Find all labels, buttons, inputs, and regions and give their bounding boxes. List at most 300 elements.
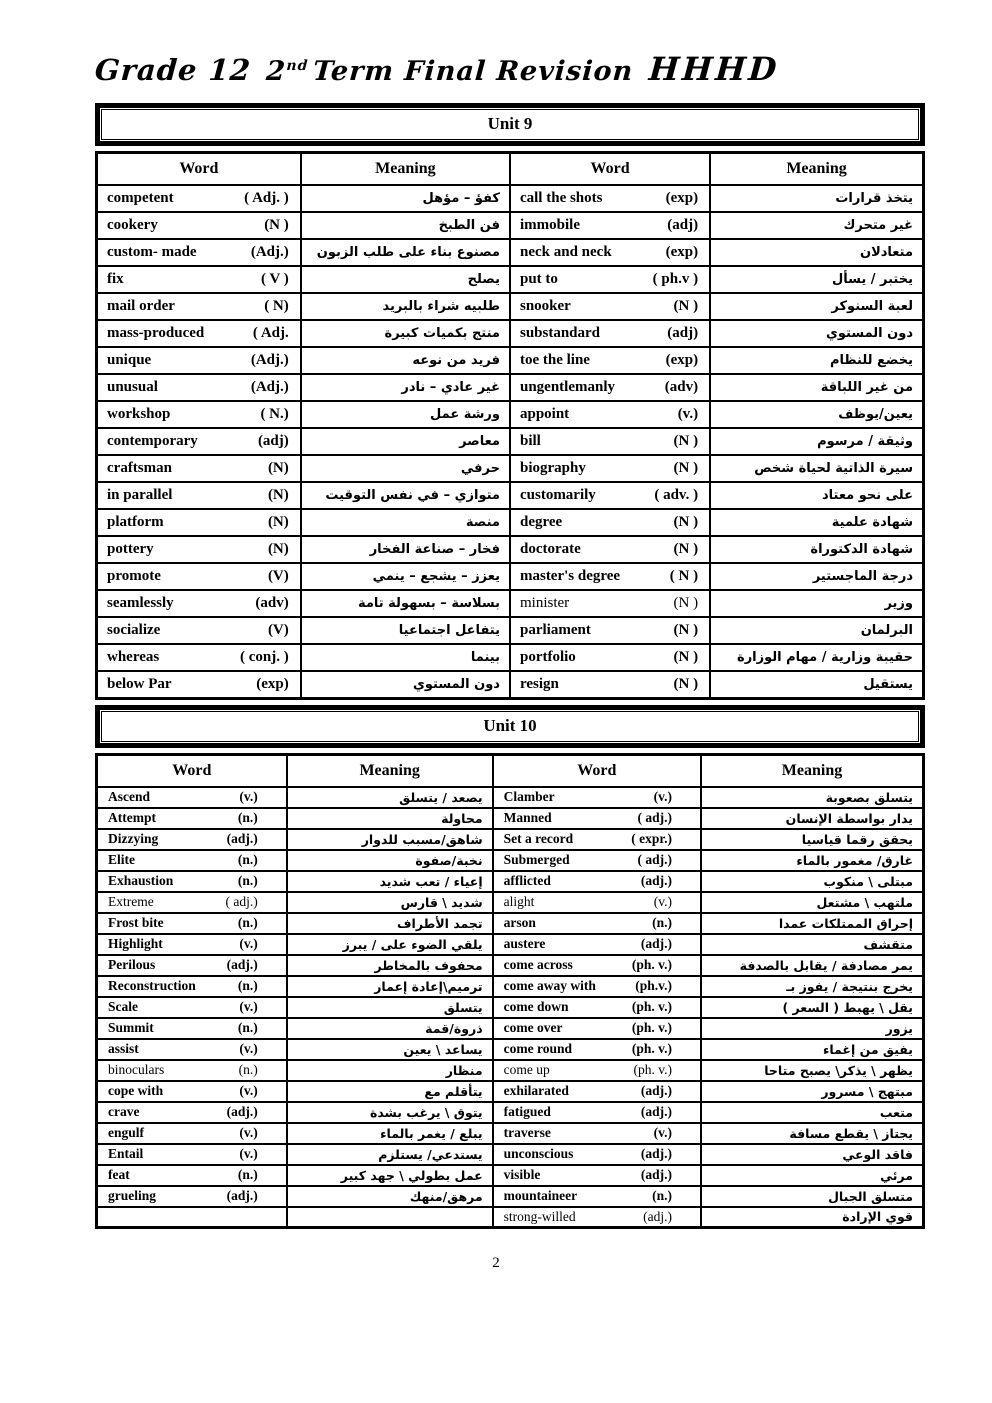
vocab-table (95, 151, 925, 700)
word-cell (97, 671, 301, 698)
english-word: custom- made (107, 244, 197, 260)
english-word: bill (519, 433, 541, 449)
arabic-meaning-cell: يتسلق (287, 997, 493, 1018)
part-of-speech-label: (N) (267, 460, 289, 476)
part-of-speech-label: (n.) (237, 810, 258, 825)
english-word: pottery (107, 541, 154, 557)
part-of-speech-label: (exp) (665, 244, 699, 260)
arabic-meaning-cell: يخرج بنتيجة / يفوز بـ (701, 976, 923, 997)
english-word: Frost bite (108, 915, 164, 930)
english-word: mass-produced (107, 325, 205, 341)
english-word: socialize (107, 622, 161, 638)
part-of-speech-label: (adj.) (226, 1188, 258, 1203)
part-of-speech-label: ( adj.) (225, 894, 258, 909)
part-of-speech-label: ( adj.) (637, 852, 673, 867)
word-cell (510, 509, 710, 536)
arabic-meaning-cell: سيرة الذاتية لحياة شخص (710, 455, 923, 482)
vocab-row (97, 482, 924, 509)
part-of-speech-label: ( N.) (260, 406, 289, 422)
arabic-meaning-cell: مرهق/منهك (287, 1186, 493, 1207)
part-of-speech-label: (N ) (673, 460, 699, 476)
part-of-speech-label: (N ) (673, 514, 699, 530)
part-of-speech-label: (v.) (239, 1083, 258, 1098)
word-cell (510, 293, 710, 320)
arabic-meaning-cell: مصنوع بناء على طلب الزبون (301, 239, 510, 266)
term-title: Term Final Revision (311, 56, 635, 87)
arabic-meaning-cell: تجمد الأطراف (287, 913, 493, 934)
term-number: 2 (265, 56, 288, 87)
vocab-row (97, 1165, 924, 1186)
arabic-meaning-cell: فريد من نوعه (301, 347, 510, 374)
arabic-meaning-cell: ذروة/قمة (287, 1018, 493, 1039)
word-cell (510, 212, 710, 239)
english-word: come up (503, 1062, 550, 1077)
part-of-speech-label: (N ) (673, 675, 699, 692)
english-word: Scale (108, 999, 138, 1014)
unit-title: Unit 10 (101, 711, 919, 742)
arabic-meaning-cell: يلقي الضوء على / يبرز (287, 934, 493, 955)
word-cell (493, 934, 701, 955)
word-cell (493, 808, 701, 829)
part-of-speech-label: (Adj.) (250, 244, 289, 260)
arabic-meaning-cell: يظهر \ يذكر\ يصبح متاحا (701, 1060, 923, 1081)
arabic-meaning-cell: دون المستوي (301, 671, 510, 698)
word-cell (97, 934, 287, 955)
english-word: Perilous (108, 957, 156, 972)
word-cell (97, 536, 301, 563)
word-cell (510, 347, 710, 374)
part-of-speech-label: (adj.) (226, 1104, 258, 1119)
part-of-speech-label: (v.) (239, 1041, 258, 1056)
english-word: unconscious (503, 1146, 574, 1161)
arabic-meaning-cell: شهادة علمية (710, 509, 923, 536)
word-cell (493, 997, 701, 1018)
unit-title-box (95, 705, 925, 748)
english-word: cookery (107, 217, 158, 233)
arabic-meaning-cell: منظار (287, 1060, 493, 1081)
english-word: strong-willed (503, 1208, 576, 1224)
unit-title: Unit 9 (101, 109, 919, 140)
word-cell (97, 1186, 287, 1207)
word-cell (97, 347, 301, 374)
english-word: cope with (108, 1083, 164, 1098)
arabic-meaning-cell: من غير اللباقة (710, 374, 923, 401)
column-header-meaning-2: Meaning (701, 754, 923, 787)
word-cell (97, 1144, 287, 1165)
column-header-word-2: Word (510, 153, 710, 186)
vocab-row (97, 1186, 924, 1207)
word-cell (97, 892, 287, 913)
english-word: mountaineer (503, 1188, 578, 1203)
english-word: Extreme (108, 894, 154, 909)
term-ordinal: nd (285, 58, 309, 74)
arabic-meaning-cell: يمر مصادفة / يقابل بالصدفة (701, 955, 923, 976)
arabic-meaning-cell: بينما (301, 644, 510, 671)
arabic-meaning-cell: يخضع للنظام (710, 347, 923, 374)
arabic-meaning-cell: يفيق من إغماء (701, 1039, 923, 1060)
arabic-meaning-cell: فاقد الوعي (701, 1144, 923, 1165)
word-cell (97, 1060, 287, 1081)
arabic-meaning-cell: يساعد \ يعين (287, 1039, 493, 1060)
column-header-word-1: Word (97, 153, 301, 186)
arabic-meaning-cell: يجتاز \ يقطع مسافة (701, 1123, 923, 1144)
english-word: portfolio (519, 649, 576, 665)
vocab-row (97, 644, 924, 671)
part-of-speech-label: (N ) (673, 622, 699, 638)
arabic-meaning-cell: ترميم\إعادة إعمار (287, 976, 493, 997)
english-word: austere (503, 936, 546, 951)
word-cell (493, 1018, 701, 1039)
arabic-meaning-cell: فن الطبخ (301, 212, 510, 239)
vocab-row (97, 1144, 924, 1165)
arabic-meaning-cell: متسلق الجبال (701, 1186, 923, 1207)
english-word: traverse (503, 1125, 551, 1140)
vocab-row (97, 829, 924, 850)
arabic-meaning-cell: يقل \ يهبط ( السعر ) (701, 997, 923, 1018)
english-word: promote (107, 568, 161, 584)
word-cell (510, 401, 710, 428)
column-header-meaning-1: Meaning (301, 153, 510, 186)
english-word: minister (519, 595, 570, 611)
arabic-meaning-cell: فخار – صناعة الفخار (301, 536, 510, 563)
unit-title-box (95, 103, 925, 146)
part-of-speech-label: (adj.) (640, 1083, 673, 1098)
english-word: Ascend (108, 789, 151, 804)
word-cell (97, 266, 301, 293)
word-cell (510, 563, 710, 590)
english-word: Clamber (503, 789, 555, 804)
english-word: come across (503, 957, 573, 972)
part-of-speech-label: (v.) (239, 999, 258, 1014)
word-cell (97, 617, 301, 644)
vocab-row (97, 913, 924, 934)
arabic-meaning-cell: ورشة عمل (301, 401, 510, 428)
english-word: binoculars (108, 1062, 165, 1077)
english-word: resign (519, 675, 559, 692)
part-of-speech-label: (ph. v.) (633, 1062, 673, 1077)
english-word: Manned (503, 810, 552, 825)
units-container (0, 103, 992, 1229)
column-header-word-2: Word (493, 754, 701, 787)
part-of-speech-label: (Adj.) (250, 379, 289, 395)
english-word: ungentlemanly (519, 379, 615, 395)
word-cell (493, 787, 701, 808)
vocab-row (97, 1039, 924, 1060)
part-of-speech-label: (adj.) (640, 936, 673, 951)
part-of-speech-label: (n.) (652, 915, 673, 930)
word-cell (510, 590, 710, 617)
part-of-speech-label: (ph. v.) (631, 1041, 673, 1056)
english-word: contemporary (107, 433, 198, 449)
word-cell (493, 955, 701, 976)
part-of-speech-label: (v.) (653, 1125, 673, 1140)
part-of-speech-label: (ph. v.) (631, 1020, 673, 1035)
arabic-meaning-cell: متقشف (701, 934, 923, 955)
word-cell (97, 1102, 287, 1123)
word-cell (510, 239, 710, 266)
word-cell (97, 1018, 287, 1039)
arabic-meaning-cell: يختبر / يسأل (710, 266, 923, 293)
word-cell (510, 374, 710, 401)
vocab-row (97, 997, 924, 1018)
vocab-row (97, 293, 924, 320)
part-of-speech-label: (exp) (256, 675, 289, 692)
english-word: master's degree (519, 568, 621, 584)
part-of-speech-label: (adj) (257, 433, 289, 449)
part-of-speech-label: (n.) (652, 1188, 673, 1203)
part-of-speech-label: (n.) (237, 852, 258, 867)
vocab-row (97, 976, 924, 997)
word-cell (97, 590, 301, 617)
table-header (97, 153, 924, 186)
word-cell (97, 829, 287, 850)
arabic-meaning-cell: يدار بواسطة الإنسان (701, 808, 923, 829)
part-of-speech-label: (V) (267, 568, 289, 584)
english-word: Highlight (108, 936, 163, 951)
vocab-table (95, 753, 925, 1230)
english-word: exhilarated (503, 1083, 569, 1098)
arabic-meaning-cell: إعياء / تعب شديد (287, 871, 493, 892)
part-of-speech-label: (adj) (667, 217, 699, 233)
word-cell (97, 239, 301, 266)
arabic-meaning-cell: متعب (701, 1102, 923, 1123)
arabic-meaning-cell: شهادة الدكتوراة (710, 536, 923, 563)
header-row (97, 754, 924, 787)
english-word: degree (519, 514, 563, 530)
word-cell (493, 871, 701, 892)
vocab-row (97, 347, 924, 374)
arabic-meaning-cell: متعادلان (710, 239, 923, 266)
english-word: Summit (108, 1020, 154, 1035)
english-word: fix (107, 271, 124, 287)
part-of-speech-label: (N ) (673, 595, 699, 611)
word-cell (493, 1165, 701, 1186)
english-word: alight (503, 894, 535, 909)
part-of-speech-label: (v.) (239, 936, 258, 951)
word-cell (97, 509, 301, 536)
part-of-speech-label: (n.) (237, 1020, 258, 1035)
vocab-row (97, 934, 924, 955)
part-of-speech-label: (v.) (653, 789, 673, 804)
word-cell (97, 482, 301, 509)
vocab-row (97, 212, 924, 239)
part-of-speech-label: (adj.) (226, 957, 258, 972)
arabic-meaning-cell: طلبيه شراء بالبريد (301, 293, 510, 320)
word-cell (493, 1102, 701, 1123)
english-word: competent (107, 190, 174, 206)
arabic-meaning-cell: يعزز – يشجع – ينمي (301, 563, 510, 590)
author-initials: HHHD (647, 50, 781, 88)
word-cell (97, 428, 301, 455)
arabic-meaning-cell: يتوق \ يرغب بشدة (287, 1102, 493, 1123)
vocab-row (97, 428, 924, 455)
unit-section (95, 103, 925, 700)
word-cell (493, 1060, 701, 1081)
english-word: grueling (108, 1188, 157, 1203)
arabic-meaning-cell: إحراق الممتلكات عمدا (701, 913, 923, 934)
english-word: Entail (108, 1146, 144, 1161)
part-of-speech-label: (adj.) (640, 1146, 673, 1161)
arabic-meaning-cell: يحقق رقما قياسيا (701, 829, 923, 850)
arabic-meaning-cell: غير متحرك (710, 212, 923, 239)
arabic-meaning-cell: البرلمان (710, 617, 923, 644)
word-cell (97, 1039, 287, 1060)
english-word: substandard (519, 325, 601, 341)
vocab-row (97, 871, 924, 892)
arabic-meaning-cell: يتسلق بصعوبة (701, 787, 923, 808)
arabic-meaning-cell: محاولة (287, 808, 493, 829)
word-cell (510, 320, 710, 347)
part-of-speech-label: ( Adj. ) (244, 190, 289, 206)
part-of-speech-label: (n.) (237, 1167, 258, 1182)
word-cell (97, 644, 301, 671)
part-of-speech-label: ( conj. ) (240, 649, 289, 665)
arabic-meaning-cell: معاصر (301, 428, 510, 455)
vocab-row (97, 892, 924, 913)
arabic-meaning-cell: كفؤ – مؤهل (301, 185, 510, 212)
part-of-speech-label: (adj.) (640, 873, 673, 888)
word-cell (97, 401, 301, 428)
arabic-meaning-cell: يستدعي/ يستلزم (287, 1144, 493, 1165)
word-cell (97, 185, 301, 212)
part-of-speech-label: (adv) (664, 379, 699, 395)
word-cell (493, 1186, 701, 1207)
part-of-speech-label: (ph. v.) (631, 999, 673, 1014)
arabic-meaning-cell: متوازي – في نفس التوقيت (301, 482, 510, 509)
part-of-speech-label: (adj.) (226, 831, 258, 846)
english-word: come away with (503, 978, 596, 993)
english-word: fatigued (503, 1104, 551, 1119)
part-of-speech-label: ( V ) (260, 271, 289, 287)
english-word: feat (108, 1167, 130, 1182)
word-cell (97, 212, 301, 239)
english-word: come over (503, 1020, 563, 1035)
english-word: whereas (107, 649, 160, 665)
english-word: unusual (107, 379, 158, 395)
header-row (97, 153, 924, 186)
part-of-speech-label: (v.) (239, 1125, 258, 1140)
arabic-meaning-cell: غير عادي – نادر (301, 374, 510, 401)
arabic-meaning-cell: قوي الإرادة (701, 1207, 923, 1228)
part-of-speech-label: (ph. v.) (631, 957, 673, 972)
arabic-meaning-cell: حقيبة وزارية / مهام الوزارة (710, 644, 923, 671)
part-of-speech-label: (v.) (653, 894, 673, 909)
vocab-row (97, 1123, 924, 1144)
word-cell (97, 1165, 287, 1186)
vocab-row (97, 374, 924, 401)
english-word: engulf (108, 1125, 145, 1140)
vocab-row (97, 1018, 924, 1039)
unit-section (95, 705, 925, 1230)
arabic-meaning-cell: يتخذ قرارات (710, 185, 923, 212)
page-number: 2 (492, 1255, 500, 1271)
word-cell (493, 1123, 701, 1144)
word-cell (97, 808, 287, 829)
english-word: biography (519, 460, 586, 476)
english-word: appoint (519, 406, 570, 422)
english-word: unique (107, 352, 152, 368)
table-body (97, 787, 924, 1228)
part-of-speech-label: (adj.) (640, 1104, 673, 1119)
english-word: Submerged (503, 852, 570, 867)
english-word: Attempt (108, 810, 156, 825)
column-header-meaning-2: Meaning (710, 153, 923, 186)
arabic-meaning-cell: يصعد / يتسلق (287, 787, 493, 808)
vocab-row (97, 671, 924, 698)
arabic-meaning-cell: يزور (701, 1018, 923, 1039)
word-cell (97, 1207, 287, 1228)
english-word: customarily (519, 487, 596, 503)
part-of-speech-label: (n.) (237, 915, 258, 930)
vocab-row (97, 850, 924, 871)
part-of-speech-label: ( adj.) (637, 810, 673, 825)
word-cell (493, 892, 701, 913)
part-of-speech-label: (Adj.) (250, 352, 289, 368)
arabic-meaning-cell: محفوف بالمخاطر (287, 955, 493, 976)
english-word: come round (503, 1041, 573, 1056)
arabic-meaning-cell: يبلع / يغمر بالماء (287, 1123, 493, 1144)
word-cell (493, 1039, 701, 1060)
word-cell (493, 1207, 701, 1228)
part-of-speech-label: (adj.) (640, 1167, 673, 1182)
arabic-meaning-cell: دون المستوي (710, 320, 923, 347)
arabic-meaning-cell: شديد \ قارس (287, 892, 493, 913)
part-of-speech-label: (v.) (239, 789, 258, 804)
english-word: neck and neck (519, 244, 612, 260)
arabic-meaning-cell: ملتهب \ مشتعل (701, 892, 923, 913)
arabic-meaning-cell: مبتلى \ منكوب (701, 871, 923, 892)
arabic-meaning-cell (287, 1207, 493, 1228)
arabic-meaning-cell: بسلاسة – بسهولة تامة (301, 590, 510, 617)
word-cell (97, 374, 301, 401)
english-word: craftsman (107, 460, 172, 476)
word-cell (510, 266, 710, 293)
english-word: snooker (519, 298, 571, 314)
part-of-speech-label: (adj) (667, 325, 699, 341)
vocab-row (97, 590, 924, 617)
table-header (97, 754, 924, 787)
document-header (0, 0, 992, 88)
vocab-row (97, 787, 924, 808)
vocab-row (97, 509, 924, 536)
english-word: afflicted (503, 873, 551, 888)
english-word: below Par (107, 675, 172, 692)
arabic-meaning-cell: وزير (710, 590, 923, 617)
part-of-speech-label: (N) (267, 487, 289, 503)
arabic-meaning-cell: عمل بطولي \ جهد كبير (287, 1165, 493, 1186)
arabic-meaning-cell: يعين/يوظف (710, 401, 923, 428)
word-cell (97, 1123, 287, 1144)
word-cell (97, 1081, 287, 1102)
english-word: toe the line (519, 352, 590, 368)
word-cell (510, 671, 710, 698)
vocab-row (97, 955, 924, 976)
word-cell (97, 871, 287, 892)
arabic-meaning-cell: شاهق/مسبب للدوار (287, 829, 493, 850)
column-header-meaning-1: Meaning (287, 754, 493, 787)
english-word: in parallel (107, 487, 173, 503)
english-word: doctorate (519, 541, 581, 557)
vocab-row (97, 1081, 924, 1102)
part-of-speech-label: (V) (267, 622, 289, 638)
vocab-row (97, 617, 924, 644)
document-title (250, 56, 650, 87)
vocab-row (97, 563, 924, 590)
arabic-meaning-cell: مبتهج \ مسرور (701, 1081, 923, 1102)
part-of-speech-label: ( Adj. (252, 325, 289, 341)
arabic-meaning-cell: وثيقة / مرسوم (710, 428, 923, 455)
part-of-speech-label: (n.) (238, 1062, 258, 1077)
